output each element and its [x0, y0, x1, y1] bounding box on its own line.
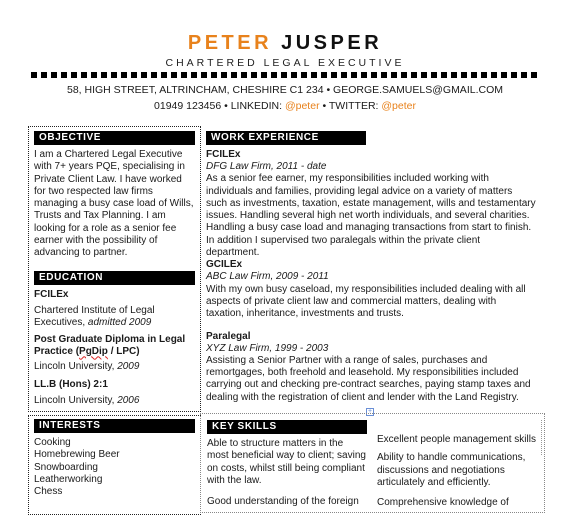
job-firm-2: ABC Law Firm, 2009 - 2011 [206, 271, 329, 283]
edu-title-1: FCILEx [34, 288, 69, 300]
left-column-box [28, 126, 201, 412]
job-desc-2: With my own busy caseload, my responsibilities included dealing with all aspects of private client law and commercial matters, dealing with taxation, inheritance, investments and trusts. [206, 283, 526, 320]
job-firm-1: DFG Law Firm, 2011 - date [206, 161, 327, 172]
linkedin-label: • LINKEDIN: [221, 100, 285, 112]
name-heading [0, 32, 570, 54]
objective-text: I am a Chartered Legal Executive with 7+ years PQE, specialising in Private Client Law. I have worked for two respected law firms managing a busy case load of Wills, Trusts and Tax Planning. I am looking for a role as a senior fee earner with the possibility of advancing to partner. [34, 149, 194, 259]
job-title: CHARTERED LEGAL EXECUTIVE [165, 57, 405, 69]
interests-heading: INTERESTS [34, 419, 195, 433]
skill-item: Good understanding of the foreign [207, 496, 359, 508]
interest-item: Leatherworking [34, 473, 103, 485]
skill-item: Ability to handle communications, discussions and negotiations articulately and efficiently. [377, 452, 526, 488]
edu-title-3: LL.B (Hons) 2:1 [34, 378, 108, 390]
linkedin-handle[interactable]: @peter [284, 100, 320, 112]
education-heading: EDUCATION [34, 271, 195, 285]
last-name: JUSPER [281, 32, 383, 54]
skills-column-1 [207, 420, 367, 508]
skills-column-2 [377, 434, 542, 509]
contact-line [0, 100, 570, 113]
skill-item: Able to structure matters in the most beneficial way to client; saving on costs, whilst still being compliant with the law. [207, 438, 366, 486]
job-firm-3: XYZ Law Firm, 1999 - 2003 [206, 342, 329, 354]
twitter-label: • TWITTER: [319, 100, 382, 112]
dashed-divider [31, 72, 539, 78]
margin-marker [541, 420, 545, 455]
key-skills-box [200, 413, 545, 513]
table-move-handle-icon[interactable]: + [367, 408, 373, 415]
job-title-2: GCILEx [206, 259, 243, 271]
first-name: PETER [187, 32, 273, 54]
interest-item: Snowboarding [34, 461, 98, 473]
interest-item: Cooking [34, 437, 71, 448]
job-desc-3: Assisting a Senior Partner with a range of sales, purchases and remortgages, both freehold and leasehold. My responsibilities included carrying out and checking pre-contract searches, paying stamp taxes and dealing with the registration of client and lender with the Land Registry. [206, 354, 531, 403]
work-experience-section [206, 131, 536, 404]
address-line: 58, HIGH STREET, ALTRINCHAM, CHESHIRE C1 234 • GEORGE.SAMUELS@GMAIL.COM [67, 84, 503, 96]
edu-title-2: Post Graduate Diploma in Legal Practice (PgDip / LPC) [34, 334, 186, 358]
edu-detail-3: Lincoln University, 2006 [34, 394, 140, 406]
interest-item: Chess [34, 486, 63, 498]
skill-item: Comprehensive knowledge of [377, 497, 509, 509]
job-title-3: Paralegal [206, 330, 251, 342]
edu-detail-1: Chartered Institute of Legal Executives, admitted 2009 [34, 304, 155, 328]
work-heading: WORK EXPERIENCE [206, 131, 366, 145]
interests-box [28, 415, 201, 515]
job-title-1: FCILEx [206, 149, 241, 160]
interest-item: Homebrewing Beer [34, 449, 120, 461]
twitter-handle[interactable]: @peter [381, 100, 416, 112]
edu-detail-2: Lincoln University, 2009 [34, 361, 140, 373]
skills-heading: KEY SKILLS [207, 420, 367, 434]
phone: 01949 123456 [154, 100, 222, 112]
skill-item: Excellent people management skills [377, 434, 536, 445]
job-desc-1: As a senior fee earner, my responsibilities included working with individuals and families, providing legal advice on a variety of matters such as investments, taxation, estate management, wills and testamentary issues. Handling several high net worth individuals, and several charities. Handling a busy case load and managing transactions from start to finish. In addition I supervised two paralegals within the private client department. [206, 173, 536, 259]
objective-heading: OBJECTIVE [34, 131, 195, 145]
